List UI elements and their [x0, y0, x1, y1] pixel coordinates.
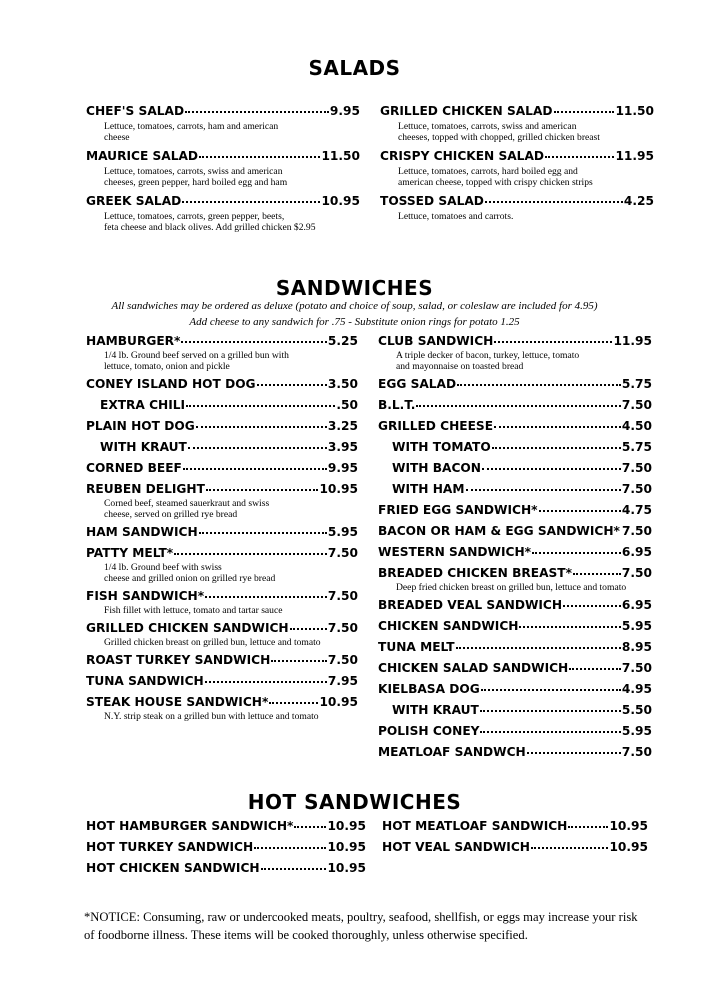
dot-leader	[531, 837, 608, 849]
menu-item-price: 10.95	[327, 861, 366, 875]
menu-item-row	[378, 721, 652, 742]
menu-item-name: HOT VEAL SANDWICH	[382, 840, 530, 854]
menu-item-name: GREEK SALAD	[86, 194, 182, 208]
menu-item-price: 5.95	[621, 724, 652, 738]
menu-item-price: 7.95	[327, 674, 358, 688]
menu-item-name: WESTERN SANDWICH*	[378, 545, 532, 559]
menu-item	[86, 100, 360, 144]
menu-item	[382, 816, 648, 837]
menu-item-row	[86, 618, 358, 639]
dot-leader	[183, 458, 327, 470]
menu-item-price: 6.95	[621, 545, 652, 559]
menu-item-price: 10.95	[609, 819, 648, 833]
menu-item-row	[378, 542, 652, 563]
menu-item-price: 5.50	[621, 703, 652, 717]
menu-item-price: 5.75	[621, 440, 652, 454]
menu-item-price: 7.50	[621, 461, 652, 475]
menu-item-name: WITH KRAUT	[100, 440, 187, 454]
menu-item-price: 4.75	[621, 503, 652, 517]
menu-item-description: Corned beef, steamed sauerkraut and swiss	[104, 498, 270, 509]
dot-leader	[456, 637, 621, 649]
menu-item-name: BREADED VEAL SANDWICH	[378, 598, 563, 612]
menu-item-price: 10.95	[319, 482, 358, 496]
menu-item-description: cheese and grilled onion on grilled rye bread	[104, 573, 276, 584]
menu-item-name: MEATLOAF SANDWCH	[378, 745, 526, 759]
menu-item-name: STEAK HOUSE SANDWICH*	[86, 695, 269, 709]
menu-item-row	[86, 692, 358, 713]
menu-item	[378, 700, 652, 721]
menu-item-row	[86, 437, 358, 458]
menu-item-name: KIELBASA DOG	[378, 682, 480, 696]
menu-item-row	[86, 374, 358, 395]
dot-leader	[539, 500, 621, 512]
menu-item-name: BACON OR HAM & EGG SANDWICH*	[378, 524, 620, 538]
menu-item-description: N.Y. strip steak on a grilled bun with lettuce and tomato	[104, 711, 319, 722]
menu-item-price: 6.95	[621, 598, 652, 612]
menu-item-name: CRISPY CHICKEN SALAD	[380, 149, 545, 163]
menu-item	[86, 331, 358, 373]
menu-item-price: 4.25	[623, 194, 654, 208]
menu-item	[86, 395, 358, 416]
menu-item-description: feta cheese and black olives. Add grilled chicken $2.95	[104, 222, 316, 233]
dot-leader	[481, 679, 621, 691]
salads-title: SALADS	[308, 56, 401, 80]
menu-item-name: PLAIN HOT DOG	[86, 419, 195, 433]
menu-item-name: FRIED EGG SANDWICH*	[378, 503, 538, 517]
menu-item-name: PATTY MELT*	[86, 546, 174, 560]
menu-item-row	[86, 458, 358, 479]
menu-item-description: cheese, served on grilled rye bread	[104, 509, 238, 520]
menu-item-row	[378, 331, 652, 352]
menu-item-row	[378, 616, 652, 637]
dot-leader	[569, 658, 621, 670]
menu-item-row	[378, 595, 652, 616]
menu-item-row	[86, 543, 358, 564]
menu-item	[378, 500, 652, 521]
menu-item-row	[382, 816, 648, 837]
dot-leader	[199, 146, 320, 158]
menu-item-price: 5.95	[327, 525, 358, 539]
menu-item-price: 4.50	[621, 419, 652, 433]
menu-item	[86, 671, 358, 692]
menu-item	[86, 692, 358, 723]
menu-item-row	[378, 416, 652, 437]
menu-item-price: 3.95	[327, 440, 358, 454]
menu-item	[378, 658, 652, 679]
menu-item-price: 7.50	[327, 621, 358, 635]
menu-item-row	[378, 458, 652, 479]
menu-item-name: TOSSED SALAD	[380, 194, 484, 208]
menu-item-row	[86, 586, 358, 607]
menu-item-price: 11.50	[615, 104, 654, 118]
menu-item-name: CHICKEN SALAD SANDWICH	[378, 661, 569, 675]
menu-item	[86, 650, 358, 671]
dot-leader	[205, 671, 327, 683]
menu-item	[378, 679, 652, 700]
menu-item	[378, 742, 652, 763]
dot-leader	[545, 146, 614, 158]
menu-item	[380, 100, 654, 144]
dot-leader	[188, 437, 327, 449]
hot-sandwiches-title: HOT SANDWICHES	[247, 790, 462, 814]
dot-leader	[257, 374, 327, 386]
menu-item-row	[378, 700, 652, 721]
menu-item-row	[86, 395, 358, 416]
dot-leader	[494, 416, 621, 428]
menu-item-name: HOT MEATLOAF SANDWICH	[382, 819, 568, 833]
menu-item-row	[380, 190, 654, 213]
menu-item-description: cheese	[104, 132, 130, 143]
dot-leader	[185, 101, 329, 113]
menu-item-name: CHICKEN SANDWICH	[378, 619, 519, 633]
dot-leader	[494, 331, 612, 343]
sandwiches-right-column	[378, 331, 652, 763]
dot-leader	[416, 395, 621, 407]
menu-item-row	[378, 637, 652, 658]
dot-leader	[205, 586, 327, 598]
menu-item-name: HOT HAMBURGER SANDWICH*	[86, 819, 294, 833]
dot-leader	[174, 543, 327, 555]
menu-item	[378, 616, 652, 637]
menu-item-name: GRILLED CHEESE	[378, 419, 494, 433]
menu-item-row	[378, 679, 652, 700]
menu-item-price: 3.25	[327, 419, 358, 433]
menu-item	[86, 145, 360, 189]
menu-item-price: 7.50	[621, 566, 652, 580]
menu-item-price: 4.95	[621, 682, 652, 696]
menu-item-description: Lettuce, tomatoes, carrots, green pepper, beets,	[104, 211, 285, 222]
menu-item-name: WITH BACON	[392, 461, 481, 475]
dot-leader	[294, 816, 326, 828]
dot-leader	[480, 721, 620, 733]
menu-item-row	[86, 145, 360, 168]
menu-item	[378, 521, 652, 542]
menu-item	[380, 190, 654, 223]
dot-leader	[457, 374, 621, 386]
menu-item-name: CHEF'S SALAD	[86, 104, 185, 118]
menu-item-name: B.L.T.	[378, 398, 416, 412]
hot-sandwiches-left-column	[86, 816, 366, 879]
menu-item	[86, 816, 366, 837]
menu-item-row	[378, 437, 652, 458]
menu-item-name: WITH HAM	[392, 482, 465, 496]
menu-item	[378, 395, 652, 416]
menu-item-description: 1/4 lb. Ground beef with swiss	[104, 562, 222, 573]
menu-item-price: 11.95	[613, 334, 652, 348]
dot-leader	[199, 522, 327, 534]
menu-item-price: 7.50	[621, 745, 652, 759]
menu-item-description: Lettuce, tomatoes, carrots, swiss and american	[398, 121, 577, 132]
dot-leader	[261, 858, 327, 870]
menu-item-description: Fish fillet with lettuce, tomato and tartar sauce	[104, 605, 283, 616]
dot-leader	[269, 692, 318, 704]
food-safety-notice: *NOTICE: Consuming, raw or undercooked meats, poultry, seafood, shellfish, or eggs may increase your risk of foodborne illness. These items will be cooked thoroughly, unless otherwise specified.	[84, 910, 638, 942]
menu-item-price: 11.50	[321, 149, 360, 163]
menu-item-row	[378, 479, 652, 500]
menu-item	[382, 837, 648, 858]
menu-item-description: A triple decker of bacon, turkey, lettuce, tomato	[396, 350, 580, 361]
menu-item-price: 10.95	[609, 840, 648, 854]
menu-item	[86, 837, 366, 858]
menu-item-description: Lettuce, tomatoes and carrots.	[398, 211, 514, 222]
menu-item-name: TUNA MELT	[378, 640, 455, 654]
menu-item-price: 3.50	[327, 377, 358, 391]
dot-leader	[482, 458, 621, 470]
menu-item-name: EXTRA CHILI	[100, 398, 186, 412]
menu-item-price: 9.95	[327, 461, 358, 475]
menu-item-row	[86, 816, 366, 837]
menu-item-name: REUBEN DELIGHT	[86, 482, 205, 496]
dot-leader	[181, 331, 327, 343]
menu-item-name: GRILLED CHICKEN SANDWICH	[86, 621, 289, 635]
menu-item	[378, 563, 652, 594]
menu-item	[378, 331, 652, 373]
menu-item-name: BREADED CHICKEN BREAST*	[378, 566, 572, 580]
menu-item-row	[378, 521, 652, 542]
dot-leader	[563, 595, 621, 607]
sandwiches-intro-deluxe: All sandwiches may be ordered as deluxe (potato and choice of soup, salad, or coleslaw are included for 4.95)	[111, 300, 598, 312]
dot-leader	[254, 837, 326, 849]
menu-item-price: 7.50	[327, 653, 358, 667]
menu-item-row	[378, 658, 652, 679]
salads-left-column	[86, 100, 360, 235]
menu-item-row	[86, 522, 358, 543]
menu-item-name: CONEY ISLAND HOT DOG	[86, 377, 256, 391]
menu-item-price: 5.95	[621, 619, 652, 633]
menu-item	[378, 542, 652, 563]
dot-leader	[186, 395, 335, 407]
menu-item-price: 10.95	[327, 840, 366, 854]
menu-item-name: HOT CHICKEN SANDWICH	[86, 861, 260, 875]
menu-item-name: HAM SANDWICH	[86, 525, 198, 539]
menu-item-description: Lettuce, tomatoes, carrots, hard boiled egg and	[398, 166, 578, 177]
menu-item	[378, 437, 652, 458]
menu-item	[380, 145, 654, 189]
menu-item	[86, 458, 358, 479]
dot-leader	[206, 479, 319, 491]
menu-item-description: cheeses, green pepper, hard boiled egg and ham	[104, 177, 288, 188]
dot-leader	[466, 479, 621, 491]
menu-item-row	[378, 742, 652, 763]
menu-item-name: CORNED BEEF	[86, 461, 182, 475]
menu-item-row	[86, 190, 360, 213]
menu-item-price: 7.50	[621, 661, 652, 675]
menu-item-name: TUNA SANDWICH	[86, 674, 204, 688]
menu-item	[86, 437, 358, 458]
menu-item-price: 10.95	[319, 695, 358, 709]
menu-item	[378, 637, 652, 658]
menu-item-row	[378, 563, 652, 584]
menu-item	[86, 858, 366, 879]
menu-item-price: 7.50	[621, 524, 653, 538]
menu-item-price: 5.75	[621, 377, 652, 391]
dot-leader	[271, 650, 327, 662]
menu-item-row	[378, 500, 652, 521]
salads-right-column	[380, 100, 654, 224]
menu-item	[378, 595, 652, 616]
menu-item	[378, 374, 652, 395]
menu-item-name: HOT TURKEY SANDWICH	[86, 840, 254, 854]
menu-item-price: .50	[336, 398, 358, 412]
dot-leader	[182, 191, 320, 203]
menu-item	[86, 190, 360, 234]
menu-item-name: MAURICE SALAD	[86, 149, 199, 163]
menu-item	[86, 374, 358, 395]
menu-item-price: 10.95	[327, 819, 366, 833]
menu-item-price: 7.50	[621, 482, 652, 496]
menu-item-row	[86, 416, 358, 437]
menu-item-name: WITH TOMATO	[392, 440, 491, 454]
dot-leader	[485, 191, 623, 203]
dot-leader	[519, 616, 620, 628]
menu-item-row	[382, 837, 648, 858]
menu-item-price: 10.95	[321, 194, 360, 208]
menu-item-row	[378, 395, 652, 416]
menu-item-price: 7.50	[327, 546, 358, 560]
menu-item-name: ROAST TURKEY SANDWICH	[86, 653, 271, 667]
dot-leader	[554, 101, 615, 113]
menu-item-name: WITH KRAUT	[392, 703, 479, 717]
menu-item-row	[86, 837, 366, 858]
dot-leader	[573, 563, 621, 575]
menu-item-name: GRILLED CHICKEN SALAD	[380, 104, 553, 118]
menu-item-row	[86, 100, 360, 123]
menu-item-price: 7.50	[621, 398, 652, 412]
menu-item	[86, 522, 358, 543]
menu-item-price: 9.95	[329, 104, 360, 118]
menu-item	[378, 458, 652, 479]
menu-item	[86, 416, 358, 437]
dot-leader	[492, 437, 621, 449]
sandwiches-title: SANDWICHES	[275, 276, 434, 300]
menu-item-row	[86, 650, 358, 671]
sandwiches-intro-cheese: Add cheese to any sandwich for .75 - Substitute onion rings for potato 1.25	[189, 316, 520, 328]
menu-item	[86, 586, 358, 617]
dot-leader	[480, 700, 621, 712]
menu-item-description: lettuce, tomato, onion and pickle	[104, 361, 230, 372]
menu-item-name: EGG SALAD	[378, 377, 457, 391]
menu-item-name: POLISH CONEY	[378, 724, 480, 738]
menu-item	[378, 479, 652, 500]
menu-item-row	[86, 331, 358, 352]
menu-item-row	[86, 479, 358, 500]
menu-item-description: american cheese, topped with crispy chicken strips	[398, 177, 593, 188]
dot-leader	[532, 542, 621, 554]
menu-item-price: 7.50	[327, 589, 358, 603]
dot-leader	[290, 618, 327, 630]
dot-leader	[568, 816, 608, 828]
dot-leader	[196, 416, 327, 428]
menu-item-name: HAMBURGER*	[86, 334, 181, 348]
menu-item-row	[86, 671, 358, 692]
menu-item-name: CLUB SANDWICH	[378, 334, 494, 348]
menu-item-row	[378, 374, 652, 395]
hot-sandwiches-right-column	[382, 816, 648, 858]
sandwiches-left-column	[86, 331, 358, 724]
menu-item-description: Lettuce, tomatoes, carrots, swiss and american	[104, 166, 283, 177]
menu-item-description: Grilled chicken breast on grilled bun, lettuce and tomato	[104, 637, 321, 648]
menu-item	[86, 543, 358, 585]
menu-item-row	[86, 858, 366, 879]
menu-item-row	[380, 100, 654, 123]
menu-item-price: 11.95	[615, 149, 654, 163]
menu-item-price: 5.25	[327, 334, 358, 348]
dot-leader	[527, 742, 621, 754]
menu-item-description: Deep fried chicken breast on grilled bun, lettuce and tomato	[396, 582, 627, 593]
menu-item-description: 1/4 lb. Ground beef served on a grilled bun with	[104, 350, 289, 361]
menu-item	[378, 416, 652, 437]
menu-item-name: FISH SANDWICH*	[86, 589, 205, 603]
menu-item-description: cheeses, topped with chopped, grilled chicken breast	[398, 132, 600, 143]
menu-item	[378, 721, 652, 742]
menu-item	[86, 618, 358, 649]
menu-item-row	[380, 145, 654, 168]
menu-item	[86, 479, 358, 521]
menu-item-price: 8.95	[621, 640, 652, 654]
menu-item-description: and mayonnaise on toasted bread	[396, 361, 524, 372]
menu-item-description: Lettuce, tomatoes, carrots, ham and american	[104, 121, 279, 132]
